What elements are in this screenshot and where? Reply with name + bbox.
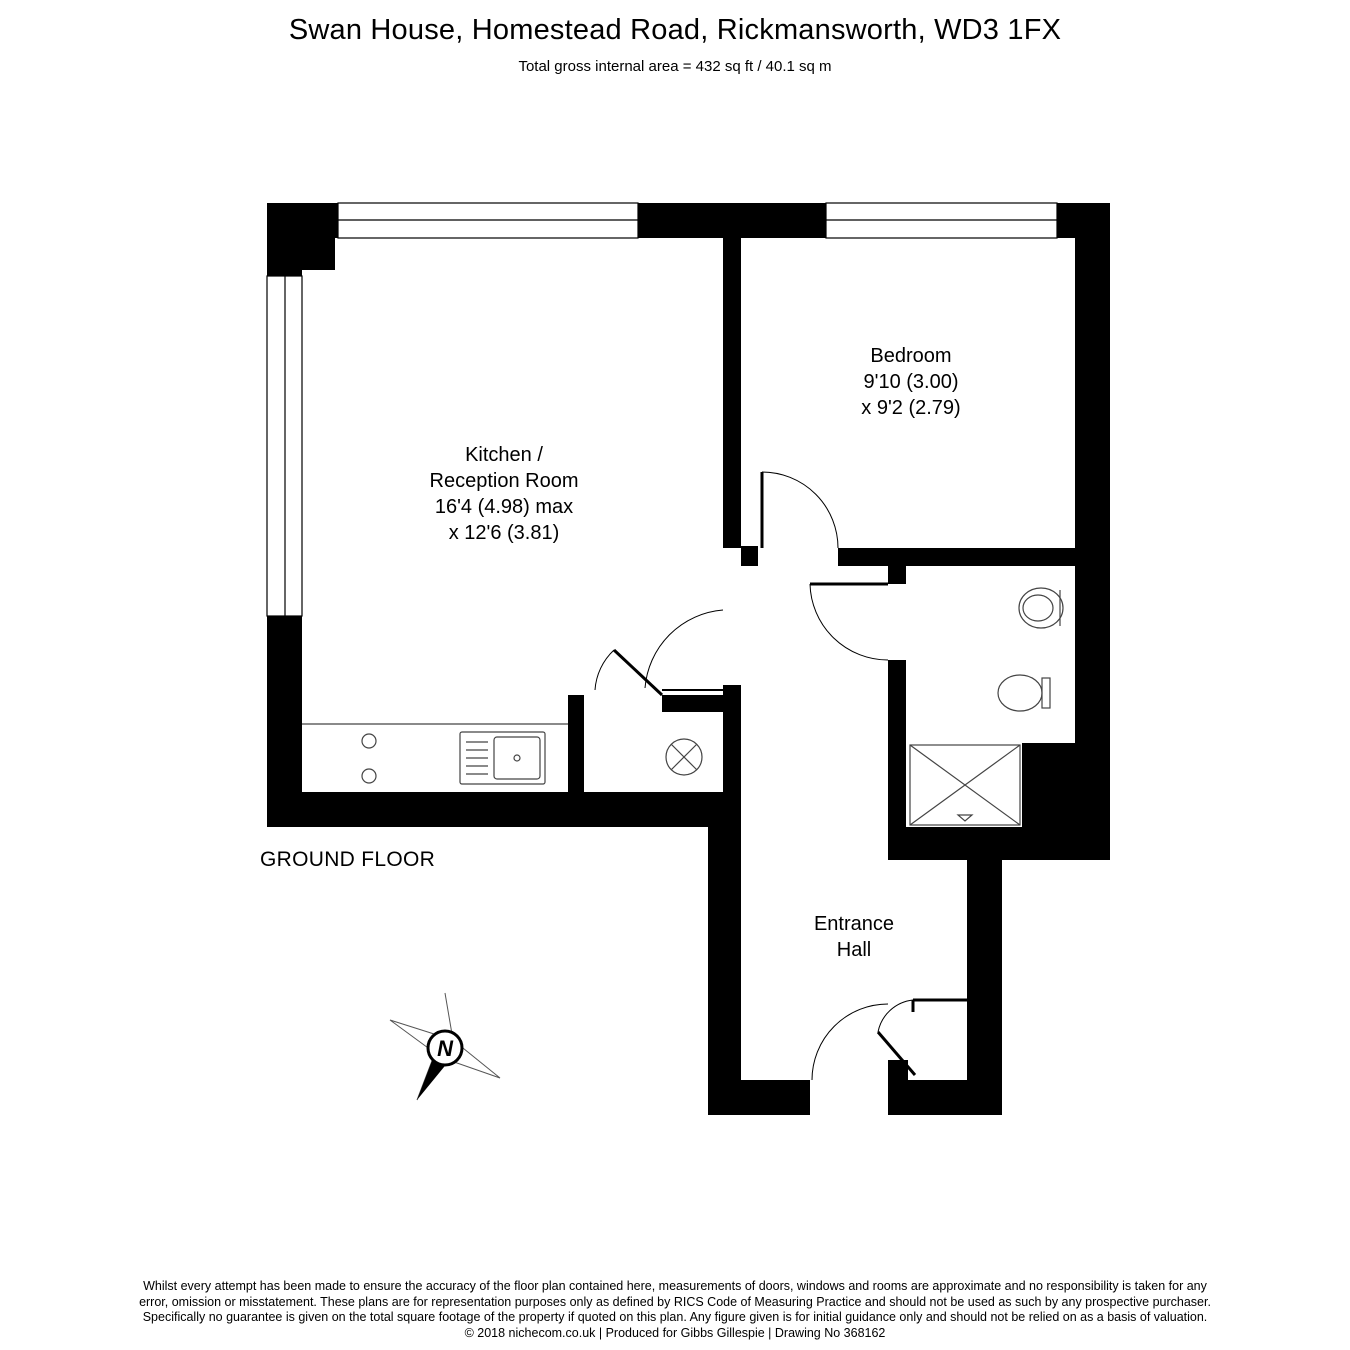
disclaimer-line2: error, omission or misstatement. These plans are for representation purposes only as defined by RICS Code of Measuring Practice and should not be used as such by any prospective purchaser. [139, 1294, 1211, 1309]
compass [390, 993, 500, 1100]
wall-hall-right [967, 845, 1002, 1115]
wall-kitchen-bottom [267, 792, 741, 827]
kitchen-fittings [302, 724, 702, 784]
door-entrance [812, 1004, 888, 1080]
disclaimer-line3: Specifically no guarantee is given on the total square footage of the property if quoted on this plan. Any figure given is for initial guidance only and should not be relied on as a basis of valuation. [142, 1310, 1208, 1324]
room-label-kitchen [392, 442, 616, 546]
disclaimer [60, 1279, 1290, 1341]
room-label-bedroom [811, 343, 1011, 421]
kitchen-dimension-1: 16'4 (4.98) max [434, 496, 574, 518]
kitchen-name-line2: Reception Room [429, 470, 579, 492]
wall-partition-closet-left [723, 685, 741, 805]
bedroom-name: Bedroom [870, 345, 952, 367]
hob-ring-top-icon [362, 734, 376, 748]
wall-hall-bottom-left [708, 1080, 810, 1115]
toilet-icon [998, 675, 1042, 711]
room-label-entrance-hall [774, 911, 934, 963]
bedroom-dimension-1: 9'10 (3.00) [863, 371, 959, 393]
wall-right [1075, 203, 1110, 860]
plan-title: Swan House, Homestead Road, Rickmansworth, WD3 1FX [288, 14, 1062, 46]
wall-closet-top [662, 695, 723, 712]
wall-bedroom-bathroom [838, 548, 1075, 566]
bedroom-dimension-2: x 9'2 (2.79) [861, 397, 961, 419]
wall-riser [1022, 743, 1075, 843]
wall-bathroom-left [888, 660, 906, 845]
wall-hall-left [708, 805, 741, 1115]
kitchen-dimension-2: x 12'6 (3.81) [448, 522, 560, 544]
wall-top-left-corner [267, 203, 338, 276]
door-closet [595, 650, 614, 690]
disclaimer-line1: Whilst every attempt has been made to ensure the accuracy of the floor plan contained here, measurements of doors, windows and rooms are approximate and no responsibility is taken for any [143, 1279, 1207, 1293]
area-subtitle: Total gross internal area = 432 sq ft / 40.1 sq m [518, 58, 832, 75]
disclaimer-line4: © 2018 nichecom.co.uk | Produced for Gibbs Gillespie | Drawing No 368162 [464, 1325, 886, 1340]
compass-letter: N [437, 1036, 453, 1061]
wall-partition-kitchen-bedroom [723, 238, 741, 548]
hob-ring-bottom-icon [362, 769, 376, 783]
hall-name-line1: Entrance [813, 913, 895, 935]
hall-name-line2: Hall [836, 939, 872, 961]
washbasin-icon [1019, 588, 1063, 628]
wall-partition-lower-stub [741, 546, 758, 566]
wall-bathroom-door-stub [888, 566, 906, 584]
door-kitchen [614, 650, 662, 695]
wall-closet-left-stub [568, 695, 584, 792]
wall-top-middle [638, 203, 826, 238]
walls [267, 203, 1110, 1115]
kitchen-name-line1: Kitchen / [465, 444, 543, 466]
floor-label: GROUND FLOOR [260, 848, 436, 871]
